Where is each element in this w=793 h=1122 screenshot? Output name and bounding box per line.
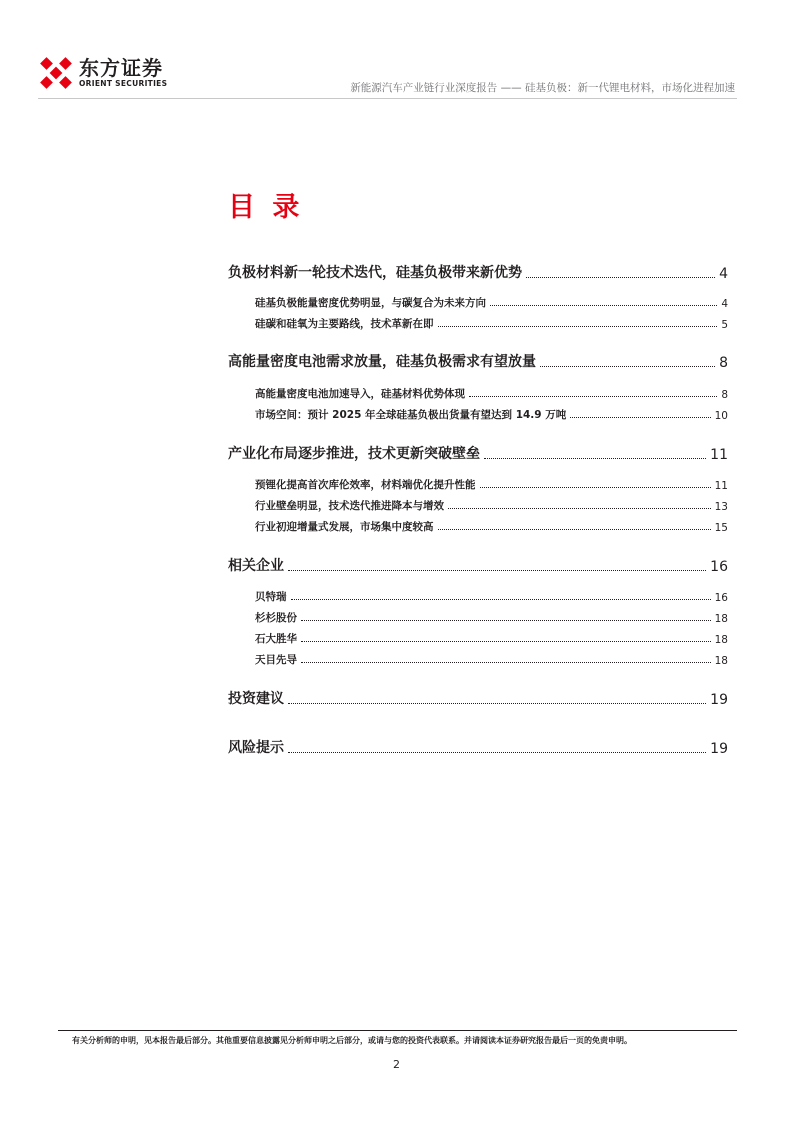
toc-entry-title: 硅基负极能量密度优势明显，与碳复合为未来方向 xyxy=(255,297,486,309)
toc-heading: 目 录 xyxy=(228,192,304,223)
toc-leader-dots xyxy=(480,487,711,488)
toc-entry-title: 投资建议 xyxy=(228,691,284,707)
toc-entry-page: 11 xyxy=(710,447,728,463)
toc-entry-page: 4 xyxy=(719,266,728,282)
toc-leader-dots xyxy=(301,662,711,663)
toc-entry-title: 风险提示 xyxy=(228,740,284,756)
toc-entry-title: 行业壁垒明显，技术迭代推进降本与增效 xyxy=(255,500,444,512)
toc-entry-title: 预锂化提高首次库伦效率，材料端优化提升性能 xyxy=(255,479,476,491)
toc-leader-dots xyxy=(301,641,711,642)
toc-entry-title: 杉杉股份 xyxy=(255,612,297,624)
toc-entry-section[interactable] xyxy=(228,737,728,757)
toc-entry-subsection[interactable] xyxy=(255,518,728,534)
toc-entry-title: 硅碳和硅氧为主要路线，技术革新在即 xyxy=(255,318,434,330)
toc-entry-section[interactable] xyxy=(228,555,728,575)
toc-entry-subsection[interactable] xyxy=(255,588,728,604)
toc-leader-dots xyxy=(438,529,711,530)
page-number: 2 xyxy=(393,1058,400,1071)
toc-entry-section[interactable] xyxy=(228,443,728,463)
toc-entry-page: 8 xyxy=(721,389,728,401)
toc-entry-title: 贝特瑞 xyxy=(255,591,287,603)
toc-entry-page: 13 xyxy=(714,501,728,513)
toc-entry-title: 相关企业 xyxy=(228,558,284,574)
toc-leader-dots xyxy=(526,277,715,278)
toc-entry-section[interactable] xyxy=(228,262,728,282)
toc-leader-dots xyxy=(540,366,715,367)
toc-entry-title: 高能量密度电池加速导入，硅基材料优势体现 xyxy=(255,388,465,400)
toc-entry-title: 石大胜华 xyxy=(255,633,297,645)
toc-leader-dots xyxy=(570,417,710,418)
toc-entry-title: 高能量密度电池需求放量，硅基负极需求有望放量 xyxy=(228,354,536,370)
toc-entry-section[interactable] xyxy=(228,351,728,371)
toc-leader-dots xyxy=(448,508,711,509)
toc-entry-page: 10 xyxy=(714,410,728,422)
toc-entry-page: 18 xyxy=(714,634,728,646)
toc-entry-page: 5 xyxy=(721,319,728,331)
toc-leader-dots xyxy=(288,752,706,753)
logo-english-name: ORIENT SECURITIES xyxy=(79,79,168,88)
toc-entry-subsection[interactable] xyxy=(255,630,728,646)
toc-entry-page: 15 xyxy=(714,522,728,534)
toc-entry-page: 11 xyxy=(714,480,728,492)
orient-securities-logo-icon xyxy=(38,55,74,91)
toc-leader-dots xyxy=(288,570,706,571)
report-title: 新能源汽车产业链行业深度报告 —— 硅基负极：新一代锂电材料，市场化进程加速 xyxy=(350,82,735,94)
footer-divider xyxy=(58,1030,737,1031)
toc-leader-dots xyxy=(490,305,717,306)
toc-leader-dots xyxy=(469,396,717,397)
toc-entry-subsection[interactable] xyxy=(255,497,728,513)
toc-entry-page: 18 xyxy=(714,613,728,625)
toc-leader-dots xyxy=(484,458,706,459)
toc-entry-subsection[interactable] xyxy=(255,609,728,625)
toc-leader-dots xyxy=(291,599,711,600)
toc-entry-title: 产业化布局逐步推进，技术更新突破壁垒 xyxy=(228,446,480,462)
toc-entry-subsection[interactable] xyxy=(255,651,728,667)
toc-entry-page: 8 xyxy=(719,355,728,371)
toc-entry-page: 19 xyxy=(710,741,728,757)
footer-disclaimer: 有关分析师的申明，见本报告最后部分。其他重要信息披露见分析师申明之后部分，或请与您的投资代表联系。并请阅读本证券研究报告最后一页的免责申明。 xyxy=(72,1036,632,1045)
toc-entry-subsection[interactable] xyxy=(255,385,728,401)
company-logo xyxy=(38,55,167,91)
toc-entry-subsection[interactable] xyxy=(255,406,728,422)
toc-leader-dots xyxy=(438,326,718,327)
toc-entry-subsection[interactable] xyxy=(255,315,728,331)
toc-entry-section[interactable] xyxy=(228,688,728,708)
toc-entry-subsection[interactable] xyxy=(255,476,728,492)
toc-entry-page: 18 xyxy=(714,655,728,667)
toc-entry-page: 16 xyxy=(710,559,728,575)
toc-entry-title: 市场空间：预计 2025 年全球硅基负极出货量有望达到 14.9 万吨 xyxy=(255,409,567,421)
toc-entry-title: 负极材料新一轮技术迭代，硅基负极带来新优势 xyxy=(228,265,522,281)
toc-entry-page: 19 xyxy=(710,692,728,708)
toc-leader-dots xyxy=(301,620,711,621)
toc-entry-page: 16 xyxy=(714,592,728,604)
logo-chinese-name: 东方证券 xyxy=(79,56,163,80)
toc-entry-page: 4 xyxy=(721,298,728,310)
toc-entry-title: 天目先导 xyxy=(255,654,297,666)
toc-entry-subsection[interactable] xyxy=(255,294,728,310)
header-divider xyxy=(38,98,737,99)
toc-leader-dots xyxy=(288,703,706,704)
toc-entry-title: 行业初迎增量式发展，市场集中度较高 xyxy=(255,521,434,533)
